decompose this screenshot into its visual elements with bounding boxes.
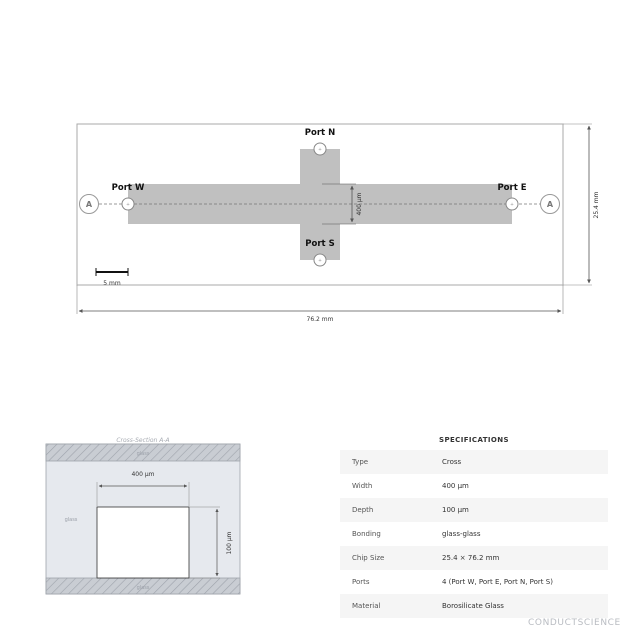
- cross-depth-label: 100 µm: [226, 531, 233, 555]
- spec-value: Borosilicate Glass: [442, 602, 504, 610]
- spec-row-type: [340, 450, 608, 474]
- port-e-label: Port E: [497, 183, 527, 193]
- section-marker-left: [80, 195, 99, 214]
- spec-key: Type: [352, 458, 369, 466]
- spec-value: 100 µm: [442, 506, 469, 514]
- spec-row-width: [340, 474, 608, 498]
- spec-value: 25.4 × 76.2 mm: [442, 554, 500, 562]
- scale-bar-label: 5 mm: [103, 280, 121, 287]
- spec-key: Width: [352, 482, 373, 490]
- chip-top-view: [77, 124, 600, 323]
- port-w-label: Port W: [111, 183, 145, 193]
- spec-key: Ports: [352, 578, 370, 586]
- brand-logo: CONDUCTSCIENCE: [528, 618, 621, 628]
- spec-row-ports: [340, 570, 608, 594]
- spec-key: Bonding: [352, 530, 381, 538]
- port-n-label: Port N: [304, 128, 336, 138]
- spec-value: Cross: [442, 458, 462, 466]
- svg-text:+: +: [318, 258, 322, 264]
- cross-width-label: 400 µm: [131, 471, 155, 478]
- svg-text:+: +: [510, 202, 514, 208]
- port-s-label: Port S: [305, 239, 335, 249]
- spec-row-depth: [340, 498, 608, 522]
- chip-length-label: 76.2 mm: [306, 316, 334, 323]
- chip-height-dimension: [563, 124, 600, 285]
- specifications-panel: [340, 430, 608, 618]
- bottom-layer-label: glass: [136, 585, 150, 591]
- port-s: [314, 254, 326, 266]
- section-marker-left-label: A: [85, 200, 93, 209]
- section-marker-right-label: A: [546, 200, 554, 209]
- specifications-table: [340, 450, 608, 618]
- spec-row-material: [340, 594, 608, 618]
- spec-key: Chip Size: [352, 554, 385, 562]
- svg-text:+: +: [126, 202, 130, 208]
- body-label: glass: [64, 517, 78, 523]
- spec-value: 400 µm: [442, 482, 469, 490]
- chip-length-dimension: [77, 285, 563, 323]
- spec-value: 4 (Port W, Port E, Port N, Port S): [442, 578, 553, 586]
- svg-text:+: +: [318, 147, 322, 153]
- section-marker-right: [541, 195, 560, 214]
- cross-section-title: Cross-Section A-A: [116, 437, 170, 444]
- specifications-title: SPECIFICATIONS: [439, 436, 509, 444]
- spec-value: glass-glass: [442, 530, 481, 538]
- chip-height-label: 25.4 mm: [593, 191, 600, 219]
- spec-key: Depth: [352, 506, 374, 514]
- port-e: [506, 198, 518, 210]
- port-w: [122, 198, 134, 210]
- spec-key: Material: [352, 602, 381, 610]
- spec-row-bonding: [340, 522, 608, 546]
- spec-row-chip-size: [340, 546, 608, 570]
- channel-width-label: 400 µm: [356, 192, 363, 216]
- channel-cross-section: [97, 507, 189, 578]
- top-layer-label: glass: [136, 451, 150, 457]
- port-n: [314, 143, 326, 155]
- cross-section: [46, 437, 240, 594]
